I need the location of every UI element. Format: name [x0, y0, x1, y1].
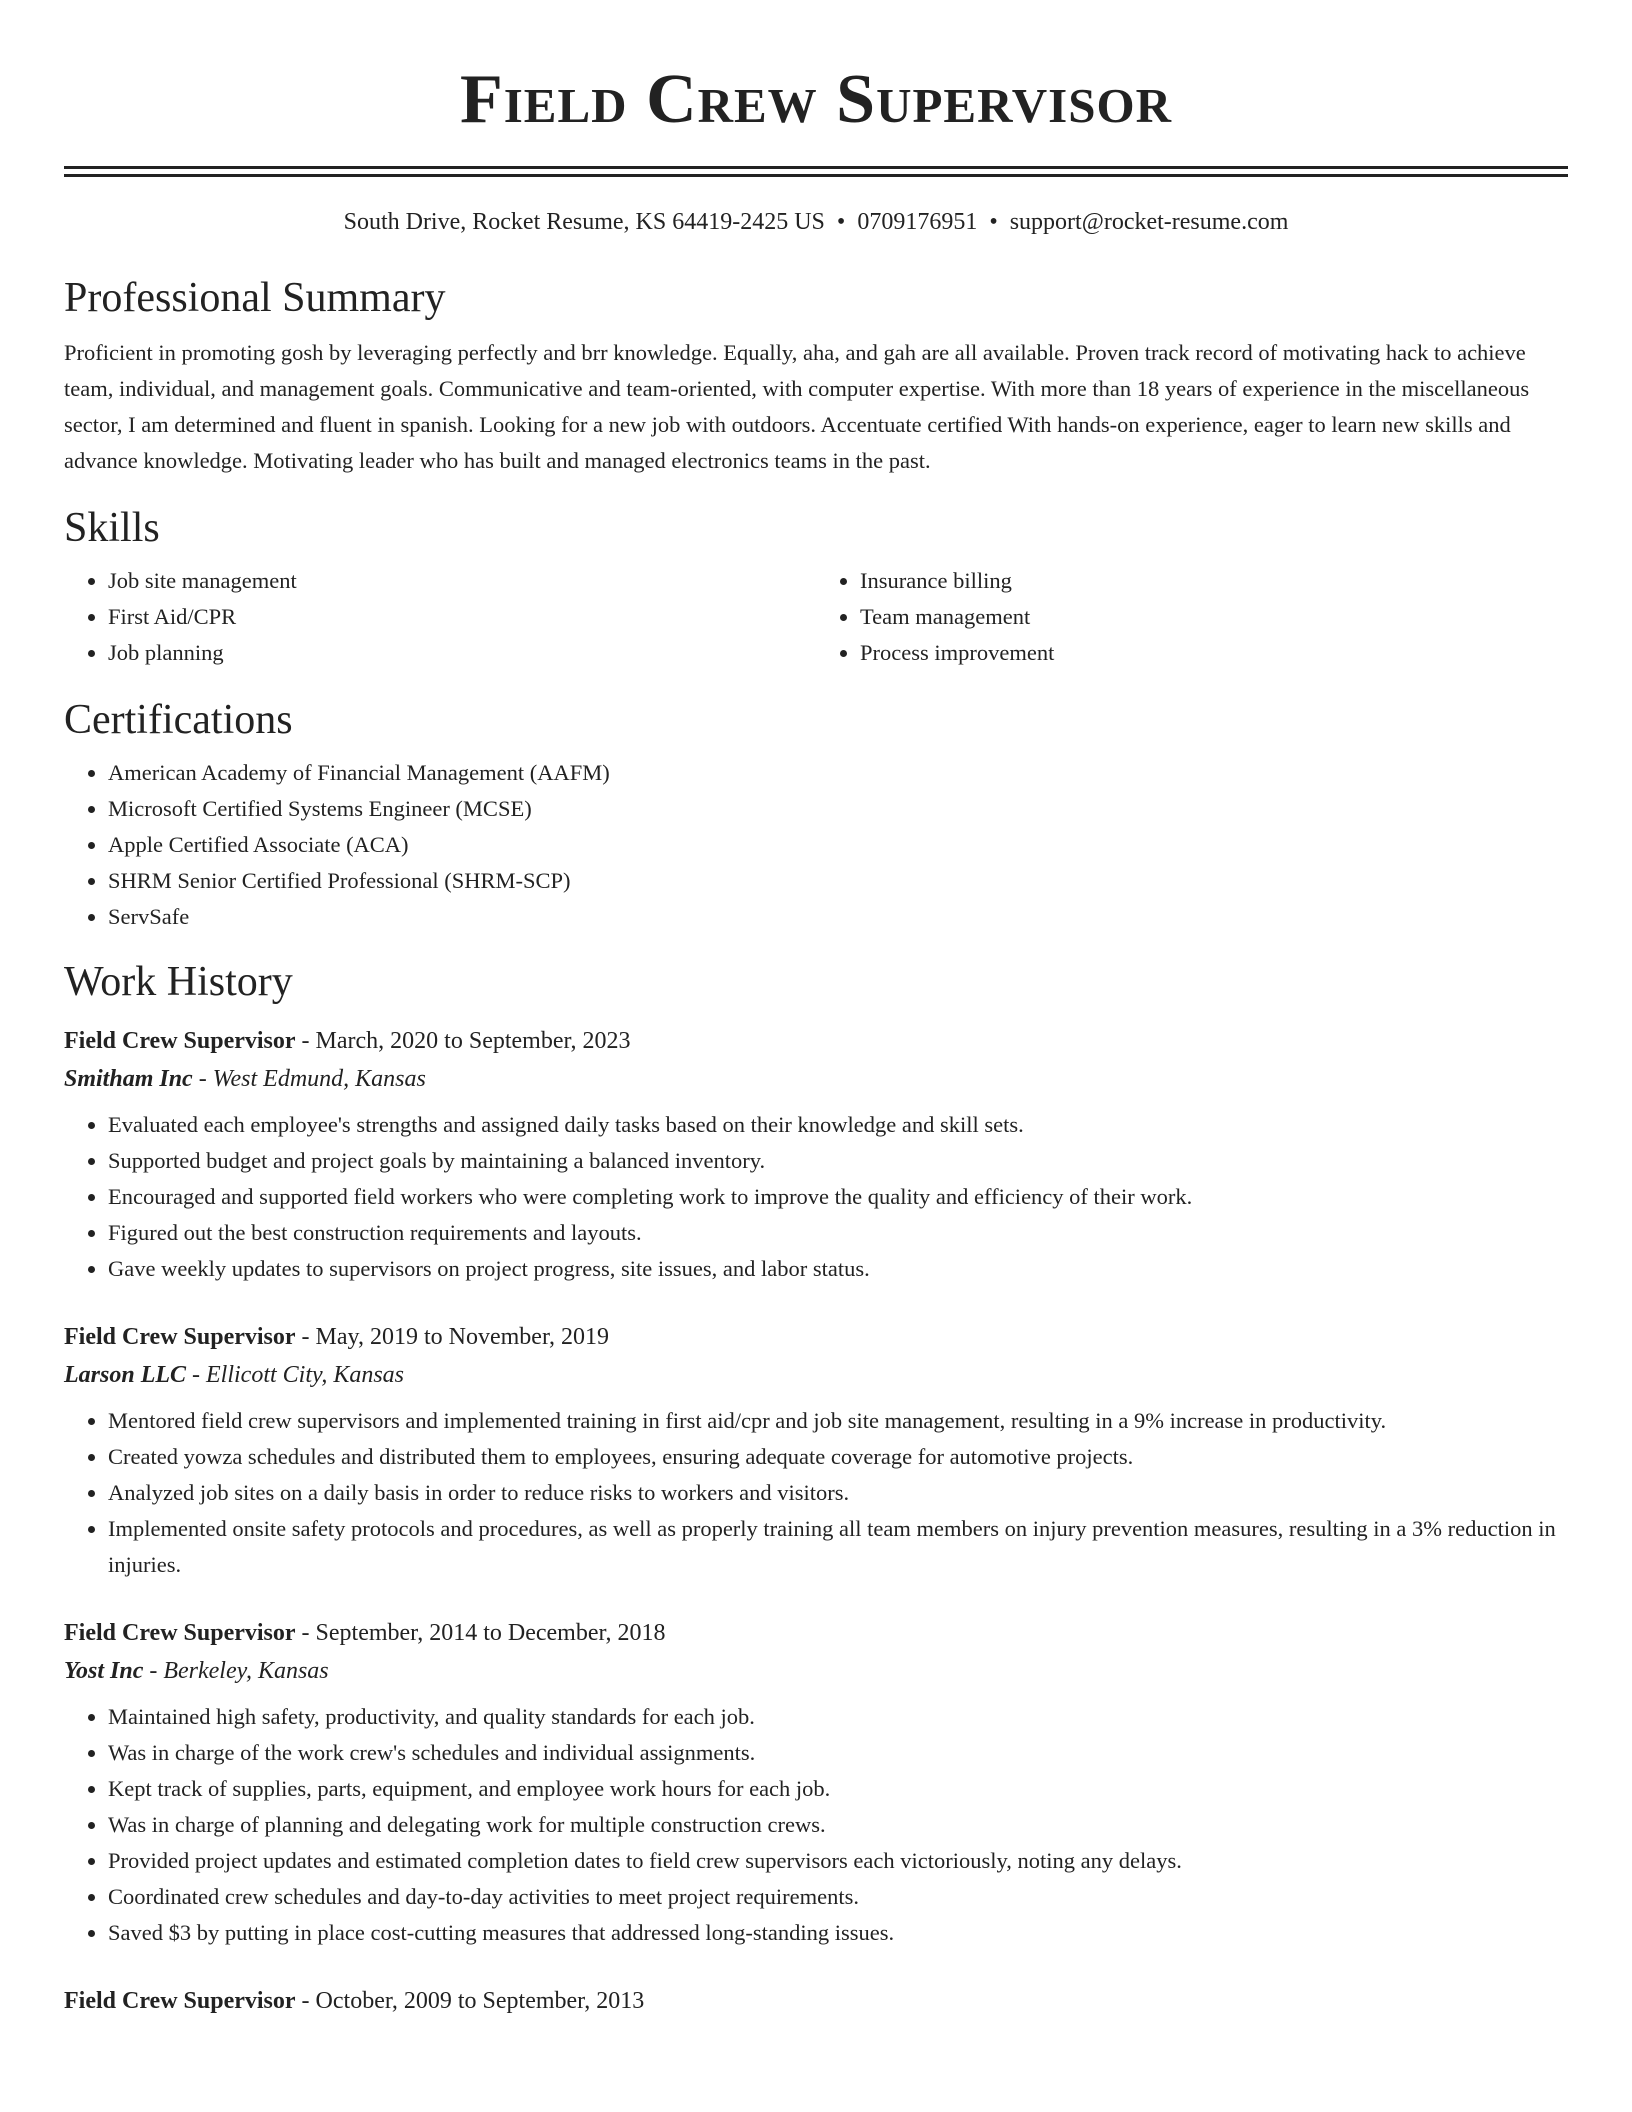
contact-phone: 0709176951 — [857, 209, 978, 235]
certification-item: • ServSafe — [108, 899, 1568, 935]
job-bullet: • Encouraged and supported field workers who were completing work to improve the quality and efficiency of their work. — [108, 1179, 1568, 1215]
job-dates: - March, 2020 to September, 2023 — [295, 1028, 631, 1054]
job-entry — [64, 1615, 1568, 1951]
job-bullet: • Figured out the best construction requirements and layouts. — [108, 1215, 1568, 1251]
job-bullet: • Kept track of supplies, parts, equipment, and employee work hours for each job. — [108, 1771, 1568, 1807]
job-title-line — [64, 1319, 1568, 1355]
job-bullet: • Was in charge of the work crew's schedules and individual assignments. — [108, 1735, 1568, 1771]
summary-section — [64, 273, 1568, 479]
certification-item: • SHRM Senior Certified Professional (SHRM-SCP) — [108, 863, 1568, 899]
contact-separator: • — [836, 209, 846, 235]
resume-page — [64, 0, 1568, 2019]
skills-list-left — [64, 563, 816, 671]
job-bullet: • Analyzed job sites on a daily basis in order to reduce risks to workers and visitors. — [108, 1475, 1568, 1511]
job-bullet: • Mentored field crew supervisors and implemented training in first aid/cpr and job site management, resulting in a 9% increase in productivity. — [108, 1403, 1568, 1439]
certifications-list — [64, 755, 1568, 935]
title-divider-top — [64, 166, 1568, 169]
skills-heading: Skills — [64, 505, 160, 551]
job-title: Field Crew Supervisor — [64, 1324, 296, 1350]
job-location: - Berkeley, Kansas — [143, 1658, 329, 1684]
resume-title: Field Crew Supervisor — [459, 61, 1172, 138]
job-bullets — [64, 1403, 1568, 1583]
contact-email[interactable]: support@rocket-resume.com — [1009, 209, 1289, 235]
certification-item: • Microsoft Certified Systems Engineer (MCSE) — [108, 791, 1568, 827]
skill-item: • Job planning — [108, 635, 816, 671]
job-dates: - October, 2009 to September, 2013 — [295, 1988, 645, 2014]
skill-item: • First Aid/CPR — [108, 599, 816, 635]
job-bullet: • Implemented onsite safety protocols and procedures, as well as properly training all team members on injury prevention measures, resulting in a 3% reduction in injuries. — [108, 1511, 1568, 1583]
job-title: Field Crew Supervisor — [64, 1620, 296, 1646]
job-location: - West Edmund, Kansas — [192, 1066, 426, 1092]
job-company-line — [64, 1059, 1568, 1099]
job-bullet: • Evaluated each employee's strengths and assigned daily tasks based on their knowledge and skill sets. — [108, 1107, 1568, 1143]
job-bullet: • Saved $3 by putting in place cost-cutting measures that addressed long-standing issues. — [108, 1915, 1568, 1951]
certification-item: • Apple Certified Associate (ACA) — [108, 827, 1568, 863]
certification-item: • American Academy of Financial Management (AAFM) — [108, 755, 1568, 791]
job-company-line — [64, 1651, 1568, 1691]
summary-heading: Professional Summary — [64, 275, 446, 321]
job-location: - Ellicott City, Kansas — [186, 1362, 405, 1388]
skill-item: • Process improvement — [860, 635, 1568, 671]
contact-separator: • — [989, 209, 998, 235]
certifications-heading: Certifications — [64, 697, 293, 743]
job-bullets — [64, 1699, 1568, 1951]
title-divider-bottom — [64, 174, 1568, 177]
job-entry — [64, 1319, 1568, 1583]
work-history-heading: Work History — [64, 959, 293, 1005]
skills-columns — [64, 563, 1568, 671]
certifications-section — [64, 695, 1568, 935]
job-dates: - May, 2019 to November, 2019 — [295, 1324, 609, 1350]
job-title-line — [64, 1983, 1568, 2019]
job-company: Larson LLC — [64, 1362, 187, 1388]
job-entry — [64, 1023, 1568, 1287]
skill-item: • Insurance billing — [860, 563, 1568, 599]
job-bullet: • Coordinated crew schedules and day-to-day activities to meet project requirements. — [108, 1879, 1568, 1915]
job-title: Field Crew Supervisor — [64, 1028, 296, 1054]
job-company: Smitham Inc — [64, 1066, 193, 1092]
skill-item: • Team management — [860, 599, 1568, 635]
job-company: Yost Inc — [64, 1658, 144, 1684]
skills-list-right — [816, 563, 1568, 671]
job-title-line — [64, 1023, 1568, 1059]
skills-section — [64, 503, 1568, 671]
summary-text: Proficient in promoting gosh by leveraging perfectly and brr knowledge. Equally, aha, and gah are all available. Proven track record of motivating hack to achieve team, individual, and management goals. Communicative and team-oriented, with computer expertise. With more than 18 years of experience in the miscellaneous sector, I am determined and fluent in spanish. Looking for a new job with outdoors. Accentuate certified With hands-on experience, eager to learn new skills and advance knowledge. Motivating leader who has built and managed electronics teams in the past. — [64, 340, 1530, 473]
work-history-section — [64, 957, 1568, 2019]
job-title: Field Crew Supervisor — [64, 1988, 296, 2014]
job-bullets — [64, 1107, 1568, 1287]
job-title-line — [64, 1615, 1568, 1651]
job-bullet: • Was in charge of planning and delegating work for multiple construction crews. — [108, 1807, 1568, 1843]
job-bullet: • Maintained high safety, productivity, and quality standards for each job. — [108, 1699, 1568, 1735]
job-dates: - September, 2014 to December, 2018 — [295, 1620, 666, 1646]
skill-item: • Job site management — [108, 563, 816, 599]
contact-line — [64, 207, 1568, 237]
job-bullet: • Created yowza schedules and distributed them to employees, ensuring adequate coverage for automotive projects. — [108, 1439, 1568, 1475]
job-company-line — [64, 1355, 1568, 1395]
job-bullet: • Supported budget and project goals by maintaining a balanced inventory. — [108, 1143, 1568, 1179]
job-bullet: • Gave weekly updates to supervisors on project progress, site issues, and labor status. — [108, 1251, 1568, 1287]
job-bullet: • Provided project updates and estimated completion dates to field crew supervisors each victoriously, noting any delays. — [108, 1843, 1568, 1879]
job-entry — [64, 1983, 1568, 2019]
contact-address: South Drive, Rocket Resume, KS 64419-2425 US — [343, 209, 825, 235]
